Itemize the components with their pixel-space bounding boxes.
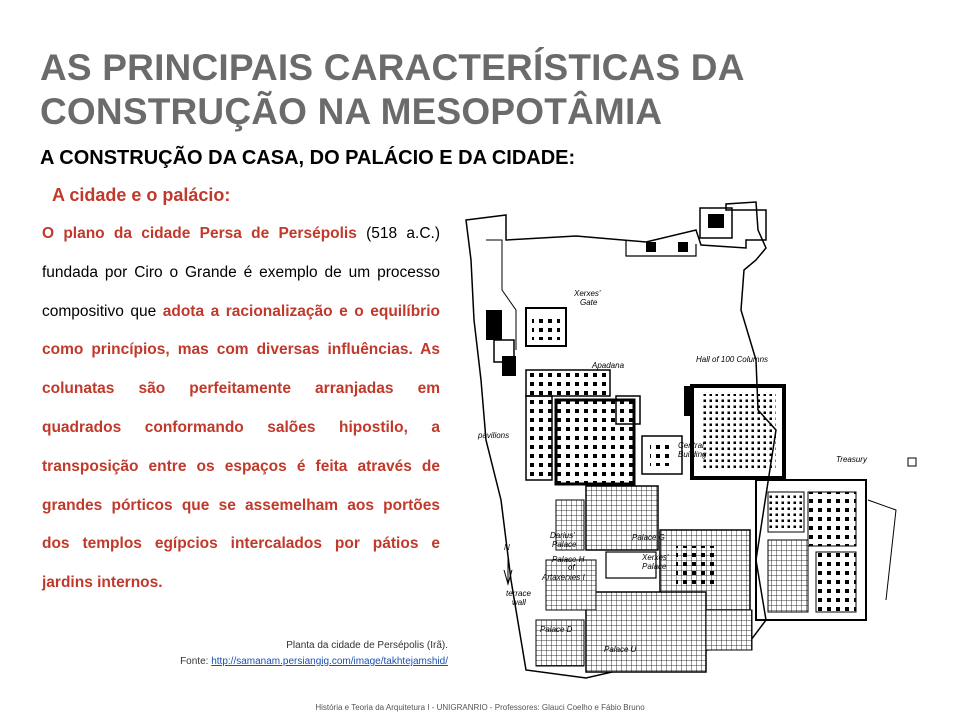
title-line-1: AS PRINCIPAIS CARACTERÍSTICAS DA	[40, 47, 745, 88]
label-central-building: Central	[678, 441, 704, 450]
label-palace-g: Palace G	[632, 533, 665, 542]
caption-source	[180, 654, 448, 670]
svg-text:Palace: Palace	[642, 562, 667, 571]
source-link[interactable]: http://samanam.persiangig.com/image/takhtejamshid/	[211, 656, 448, 667]
label-terrace-wall: terrace	[506, 589, 531, 598]
subtitle: A CONSTRUÇÃO DA CASA, DO PALÁCIO E DA CIDADE:	[40, 147, 576, 169]
label-darius-palace: Darius'	[550, 531, 575, 540]
label-hall-100-columns: Hall of 100 Columns	[696, 355, 769, 364]
svg-text:Gate: Gate	[580, 298, 598, 307]
persepolis-plan-image	[456, 200, 928, 680]
footer: História e Teoria da Arquitetura I - UNIGRANRIO - Professores: Glauci Coelho e Fábio Bruno	[315, 703, 645, 712]
svg-text:Artaxerxes I: Artaxerxes I	[542, 573, 585, 582]
label-palace-d: Palace D	[540, 625, 573, 634]
body-paragraph	[42, 215, 440, 603]
paragraph-text: (518 a.C.) fundada por Ciro o Grande é exemplo de um processo compositivo que	[42, 225, 440, 320]
paragraph-highlight-2: adota a racionalização e o equilíbrio como princípios, mas com diversas influências. As colunatas são perfeitamente arranjadas em quadrados conformando salões hipostilo, a transposição entre os espaços é feita através de grandes pórticos que se assemelham aos portões dos templos egípcios intercalados por pátios e jardins internos.	[42, 302, 440, 592]
svg-text:wall: wall	[512, 598, 526, 607]
caption-title: Planta da cidade de Persépolis (Irã).	[286, 640, 448, 651]
label-xerxes-gate: Xerxes'	[574, 289, 601, 298]
label-palace-u: Palace U	[604, 645, 637, 654]
label-palace-h: Palace H	[552, 555, 585, 564]
north-arrow-label: N	[504, 543, 510, 552]
svg-text:Building: Building	[678, 450, 707, 459]
paragraph-highlight-1: O plano da cidade Persa de Persépolis	[42, 225, 357, 242]
image-caption	[180, 638, 448, 670]
label-xerxes-palace: Xerxes'	[642, 553, 669, 562]
label-treasury: Treasury	[836, 455, 867, 464]
page-title	[40, 46, 920, 134]
label-apadana: Apadana	[592, 361, 625, 370]
title-line-2: CONSTRUÇÃO NA MESOPOTÂMIA	[40, 91, 663, 132]
section-heading: A cidade e o palácio:	[52, 185, 231, 205]
svg-text:of: of	[568, 563, 575, 572]
svg-text:Palace: Palace	[552, 540, 577, 549]
label-pavilions: pavilions	[478, 431, 510, 440]
caption-source-label: Fonte:	[180, 656, 212, 667]
